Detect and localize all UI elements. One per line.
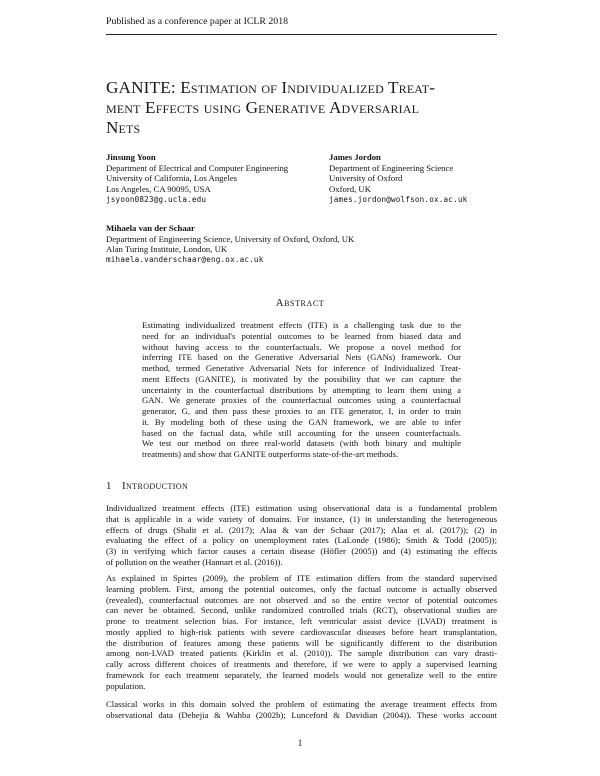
header-rule <box>106 34 497 35</box>
abstract-line: it. By modeling both of these using the GAN framework, we are able to infer <box>142 416 461 427</box>
author-name: Jinsung Yoon <box>106 152 156 162</box>
paragraph-line: observational data (Dehejia & Wahba (2002b); Lunceford & Davidian (2004)). These works account <box>106 709 497 720</box>
paragraph-line: population. <box>106 680 146 691</box>
abstract-line: method, termed Generative Adversarial Nets for inference of Individualized Treat- <box>142 363 461 373</box>
author-affiliation: Department of Engineering Science, University of Oxford, Oxford, UK <box>106 233 355 244</box>
author-block-yoon <box>106 152 288 206</box>
author-block-jordon <box>329 152 467 206</box>
title-line: ment Effects using Generative Adversarial <box>106 98 420 117</box>
abstract-line: GAN. We generate proxies of the counterfactual outcomes using a counterfactual <box>142 395 461 406</box>
author-affiliation: Alan Turing Institute, London, UK <box>106 244 228 255</box>
abstract-body <box>142 320 461 460</box>
running-header: Published as a conference paper at ICLR 2018 <box>106 16 288 27</box>
paragraph-line: prone to treatment selection bias. For instance, left ventricular assist device (LVAD) treatment is <box>106 616 497 626</box>
author-affiliation: Department of Electrical and Computer Engineering <box>106 162 289 173</box>
section-number: 1 <box>106 480 112 492</box>
author-block-van-der-schaar <box>106 223 354 266</box>
paragraph-line: cally across different choices of treatments and therefore, if we were to apply a supervised learning <box>106 659 497 669</box>
paragraph-line: (3) in verifying which factor causes a certain disease (Höfler (2005)) and (4) estimating the effects <box>106 546 497 556</box>
paragraph-line: Individualized treatment effects (ITE) estimation using observational data is a fundamental problem <box>106 503 497 513</box>
paragraph-line: Classical works in this domain solved the problem of estimating the average treatment effects from <box>106 699 497 709</box>
abstract-line: based on the factual data, while still accounting for the unseen counterfactuals. <box>142 427 461 438</box>
author-affiliation: Oxford, UK <box>329 184 371 195</box>
paragraph-line: framework for each treatment separately, the learned models would not generalize well to the entire <box>106 669 497 680</box>
author-email: james.jordon@wolfson.ox.ac.uk <box>329 194 468 204</box>
paragraph-line: that is applicable in a wide variety of domains. For instance, (1) in understanding the heterogeneous <box>106 513 497 524</box>
author-name: Mihaela van der Schaar <box>106 223 195 233</box>
abstract-line: We test our method on three real-world datasets (with both binary and multiple <box>142 438 461 449</box>
abstract-line: inferring ITE based on the Generative Adversarial Nets (GANs) framework. Our <box>142 352 461 363</box>
paragraph-line: effects of drugs (Shalit et al. (2017); Alaa & van der Schaar (2017); Alaa et al. (2017)); (2) in <box>106 524 497 535</box>
author-email: mihaela.vanderschaar@eng.ox.ac.uk <box>106 255 264 265</box>
abstract-line: need for an individual's potential outcomes to be learned from biased data and <box>142 330 461 341</box>
paragraph-line: learning problem. First, among the potential outcomes, only the factual outcome is actually observed <box>106 583 497 594</box>
paragraph-line: (revealed), counterfactual outcomes are not observed and so the entire vector of potential outcomes <box>106 594 497 605</box>
section-title: Introduction <box>122 480 189 492</box>
abstract-line: uncertainty in the counterfactual distributions by attempting to learn them using a <box>142 384 461 395</box>
author-affiliation: Department of Engineering Science <box>329 162 454 173</box>
abstract-line: generator, G, and then pass these proxies to an ITE generator, I, in order to train <box>142 406 461 416</box>
abstract-line: Estimating individualized treatment effects (ITE) is a challenging task due to the <box>142 320 461 330</box>
paragraph-line: the distribution of features among these patients will be significantly different to the distribution <box>106 637 497 648</box>
paragraph-line: mostly applied to high-risk patients with severe cardiovascular diseases before heart transplantation, <box>106 626 497 637</box>
abstract-line: without having access to the counterfactuals. We propose a novel method for <box>142 341 461 352</box>
paragraph-line: of pollution on the weather (Hannart et al. (2016)). <box>106 556 283 567</box>
title-line: Nets <box>106 118 141 137</box>
author-affiliation: University of California, Los Angeles <box>106 173 238 184</box>
author-email: jsyoon0823@g.ucla.edu <box>106 194 207 204</box>
abstract-line: treatments) and show that GANITE outperforms state-of-the-art methods. <box>142 449 399 459</box>
intro-paragraph-3 <box>106 699 497 721</box>
paragraph-line: evaluating the effect of a policy on unemployment rates (LaLonde (1986); Smith & Todd (2005)); <box>106 535 497 546</box>
page-number: 1 <box>297 738 303 748</box>
abstract-heading: Abstract <box>275 297 325 309</box>
abstract-line: ment Effects (GANITE), is motivated by the possibility that we can capture the <box>142 373 461 384</box>
author-affiliation: University of Oxford <box>329 173 403 184</box>
author-name: James Jordon <box>329 152 381 162</box>
title-line: GANITE: Estimation of Individualized Treat- <box>106 78 436 97</box>
paragraph-line: As explained in Spirtes (2009), the problem of ITE estimation differs from the standard supervised <box>106 573 497 583</box>
paragraph-line: among non-LVAD treated patients (Kirklin et al. (2010)). The sample distribution can vary drasti- <box>106 648 497 659</box>
paper-title <box>106 78 502 138</box>
intro-paragraph-2 <box>106 573 497 691</box>
intro-paragraph-1 <box>106 503 497 568</box>
paragraph-line: can never be obtained. Second, unlike randomized controlled trials (RCT), observational studies are <box>106 605 497 616</box>
author-affiliation: Los Angeles, CA 90095, USA <box>106 184 211 195</box>
